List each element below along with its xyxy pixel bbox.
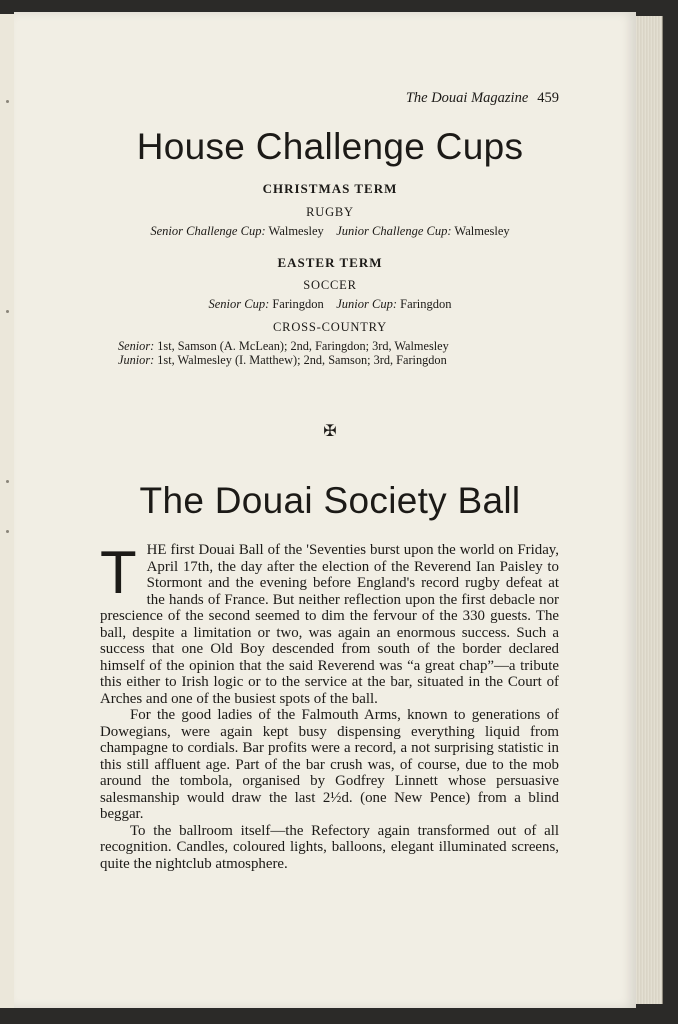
paragraph-2: For the good ladies of the Falmouth Arms, known to generations of Dowegians, were again kept busy dispensing everything liquid from champagne to cordials. Bar profits were a record, a not surprising statistic in this still affluent age. Part of the bar crush was, of course, due to the mob around the tombola, organised by Godfrey Linnett whose persuasive salesmanship would draw the last 2½d. (one New Pence) from a blind beggar. [100, 707, 559, 822]
paragraph-1-text: HE first Douai Ball of the 'Seventies burst upon the world on Friday, April 17th, the day after the election of the Reverend Ian Paisley to Stormont and the evening before England's record rugby defeat at the hands of France. But neither reflection upon the first debacle nor prescience of the second seemed to dim the fervour of the 330 guests. The ball, despite a limitation or two, was again an enormous success. Such a success that one Old Boy descended from south of the border declared himself of the opinion that the said Reverend was “a great chap”—a tribute this either to Irish logic or to the service at the bar, situated in the Court of Arches and one of the busiest spots of the ball. [100, 542, 559, 707]
christmas-term-heading: CHRISTMAS TERM [262, 181, 398, 196]
soccer-senior-value: Faringdon [272, 297, 324, 311]
section-title: House Challenge Cups [136, 126, 524, 167]
paragraph-1 [100, 539, 559, 707]
cross-ornament-icon: ✠ [323, 423, 337, 440]
article-body [100, 539, 559, 872]
rugby-results [0, 224, 660, 239]
cross-country-heading: CROSS-COUNTRY [273, 320, 387, 334]
binding-hole [6, 100, 9, 103]
soccer-senior-label: Senior Cup: [208, 297, 270, 311]
cc-senior-label: Senior: [118, 339, 155, 353]
rugby-senior-label: Senior Challenge Cup: [150, 224, 266, 238]
easter-term-heading: EASTER TERM [277, 255, 383, 270]
paragraph-3: To the ballroom itself—the Refectory again transformed out of all recognition. Candles, coloured lights, balloons, elegant illuminated screens, quite the nightclub atmosphere. [100, 822, 559, 872]
cc-senior-line [118, 339, 548, 353]
cc-junior-value: 1st, Walmesley (I. Matthew); 2nd, Samson; 3rd, Faringdon [157, 353, 447, 367]
cc-junior-line [118, 353, 548, 367]
binding-hole [6, 530, 9, 533]
cross-country-results [118, 339, 548, 367]
article-title: The Douai Society Ball [139, 480, 521, 521]
soccer-heading: SOCCER [303, 278, 357, 292]
rugby-junior-value: Walmesley [454, 224, 510, 238]
rugby-junior-label: Junior Challenge Cup: [336, 224, 452, 238]
drop-cap: T [100, 539, 137, 606]
cc-senior-value: 1st, Samson (A. McLean); 2nd, Faringdon; 3rd, Walmesley [157, 339, 449, 353]
page-number: 459 [537, 90, 559, 106]
running-head [100, 90, 559, 107]
rugby-senior-value: Walmesley [268, 224, 324, 238]
rugby-heading: RUGBY [306, 205, 354, 219]
soccer-results [0, 297, 660, 312]
soccer-junior-label: Junior Cup: [336, 297, 398, 311]
magazine-name: The Douai Magazine [405, 90, 529, 106]
cc-junior-label: Junior: [118, 353, 155, 367]
soccer-junior-value: Faringdon [400, 297, 452, 311]
